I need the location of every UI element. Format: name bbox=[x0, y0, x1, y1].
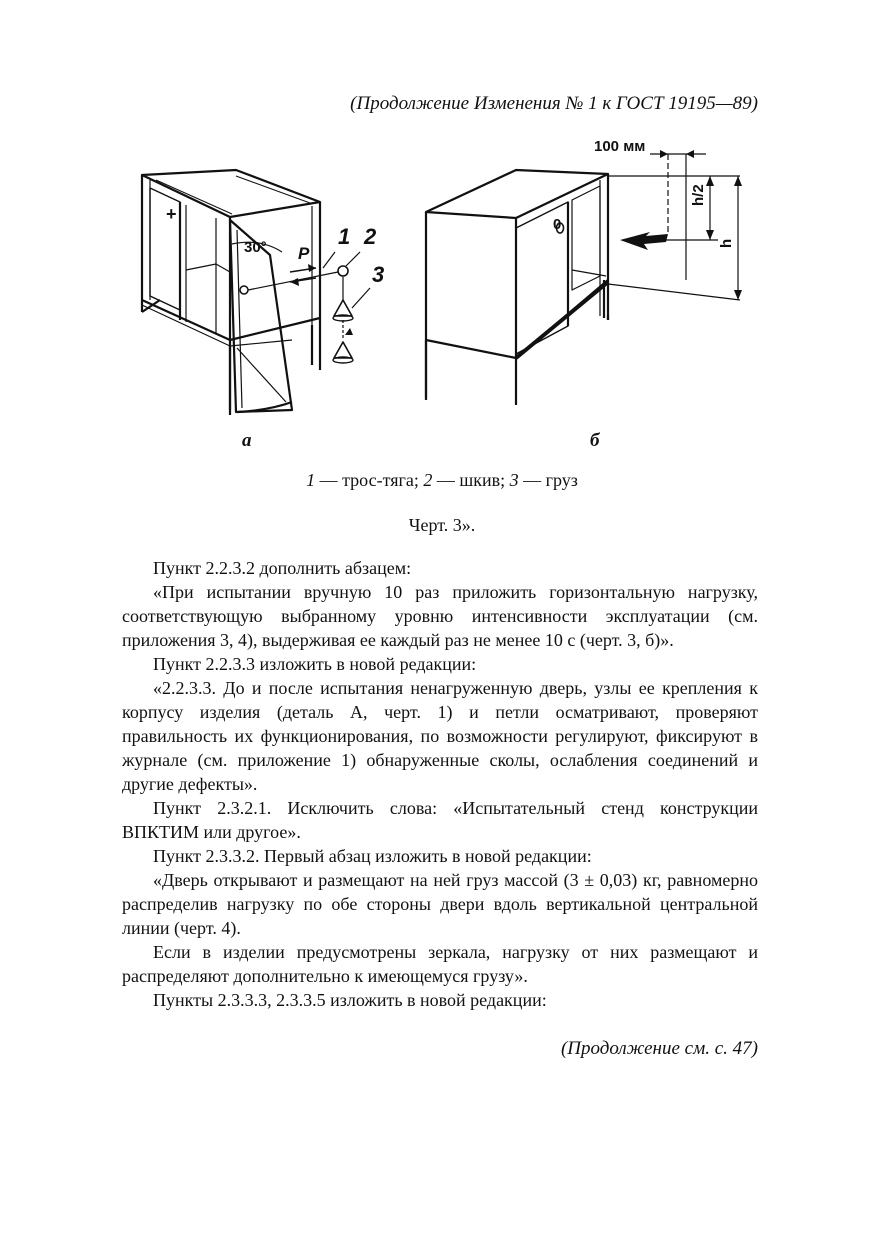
figure-caption: Черт. 3». bbox=[408, 515, 476, 535]
figure-legend: 1 — трос-тяга; 2 — шкив; 3 — груз bbox=[306, 470, 578, 490]
dimension-h-half: h/2 bbox=[690, 184, 707, 206]
callout-3: 3 bbox=[372, 262, 385, 287]
paragraph: «При испытании вручную 10 раз приложить горизонтальную нагрузку, соответствующую выбранному уровню интенсивности эксплуатации (см. приложения 3, 4), выдерживая ее каждый раз не менее 10 с (черт. 3, б)». bbox=[122, 582, 758, 650]
figure-label-b: б bbox=[590, 430, 600, 451]
legend-text-3: груз bbox=[545, 470, 578, 490]
paragraph: Пункты 2.3.3.3, 2.3.3.5 изложить в новой редакции: bbox=[153, 990, 547, 1010]
door-mark-a: + bbox=[166, 204, 177, 224]
paragraph: «2.2.3.3. До и после испытания ненагруженную дверь, узлы ее крепления к корпусу изделия (деталь А, черт. 1) и петли осматривают, проверяют правильность их функционирования, по возможности регулируют, фиксируют в журнале (см. приложение 1) обнаруженные сколы, ослабления соединений и другие дефекты». bbox=[122, 678, 758, 794]
legend-num-2: 2 bbox=[423, 470, 433, 490]
figure-drawing bbox=[120, 140, 780, 460]
force-label: P bbox=[298, 244, 310, 263]
footer-continuation-note: (Продолжение см. с. 47) bbox=[560, 1038, 758, 1059]
legend-num-3: 3 bbox=[509, 470, 519, 490]
legend-text-1: трос-тяга; bbox=[342, 470, 419, 490]
dimension-100mm: 100 мм bbox=[594, 138, 646, 155]
paragraph: Пункт 2.3.3.2. Первый абзац изложить в новой редакции: bbox=[153, 846, 592, 866]
paragraph: Пункт 2.2.3.2 дополнить абзацем: bbox=[153, 558, 412, 578]
paragraph: «Дверь открывают и размещают на ней груз массой (3 ± 0,03) кг, равномерно распределив нагрузку по обе стороны двери вдоль вертикальной центральной линии (черт. 4). bbox=[122, 870, 758, 938]
header-continuation-note: (Продолжение Изменения № 1 к ГОСТ 19195—89) bbox=[350, 93, 758, 114]
dimension-h: h bbox=[718, 238, 735, 248]
angle-label: 30° bbox=[244, 239, 267, 256]
figure-3 bbox=[120, 140, 780, 460]
paragraph: Пункт 2.2.3.3 изложить в новой редакции: bbox=[153, 654, 477, 674]
figure-label-a: а bbox=[242, 430, 252, 451]
door-mark-b: 0 bbox=[553, 216, 562, 233]
callout-1: 1 bbox=[338, 224, 351, 249]
paragraph: Пункт 2.3.2.1. Исключить слова: «Испытательный стенд конструкции ВПКТИМ или другое». bbox=[122, 798, 758, 842]
body-text bbox=[122, 556, 758, 1012]
legend-num-1: 1 bbox=[306, 470, 316, 490]
paragraph: Если в изделии предусмотрены зеркала, нагрузку от них размещают и распределяют дополнительно к имеющемуся грузу». bbox=[122, 942, 758, 986]
legend-text-2: шкив; bbox=[459, 470, 506, 490]
callout-2: 2 bbox=[364, 224, 377, 249]
